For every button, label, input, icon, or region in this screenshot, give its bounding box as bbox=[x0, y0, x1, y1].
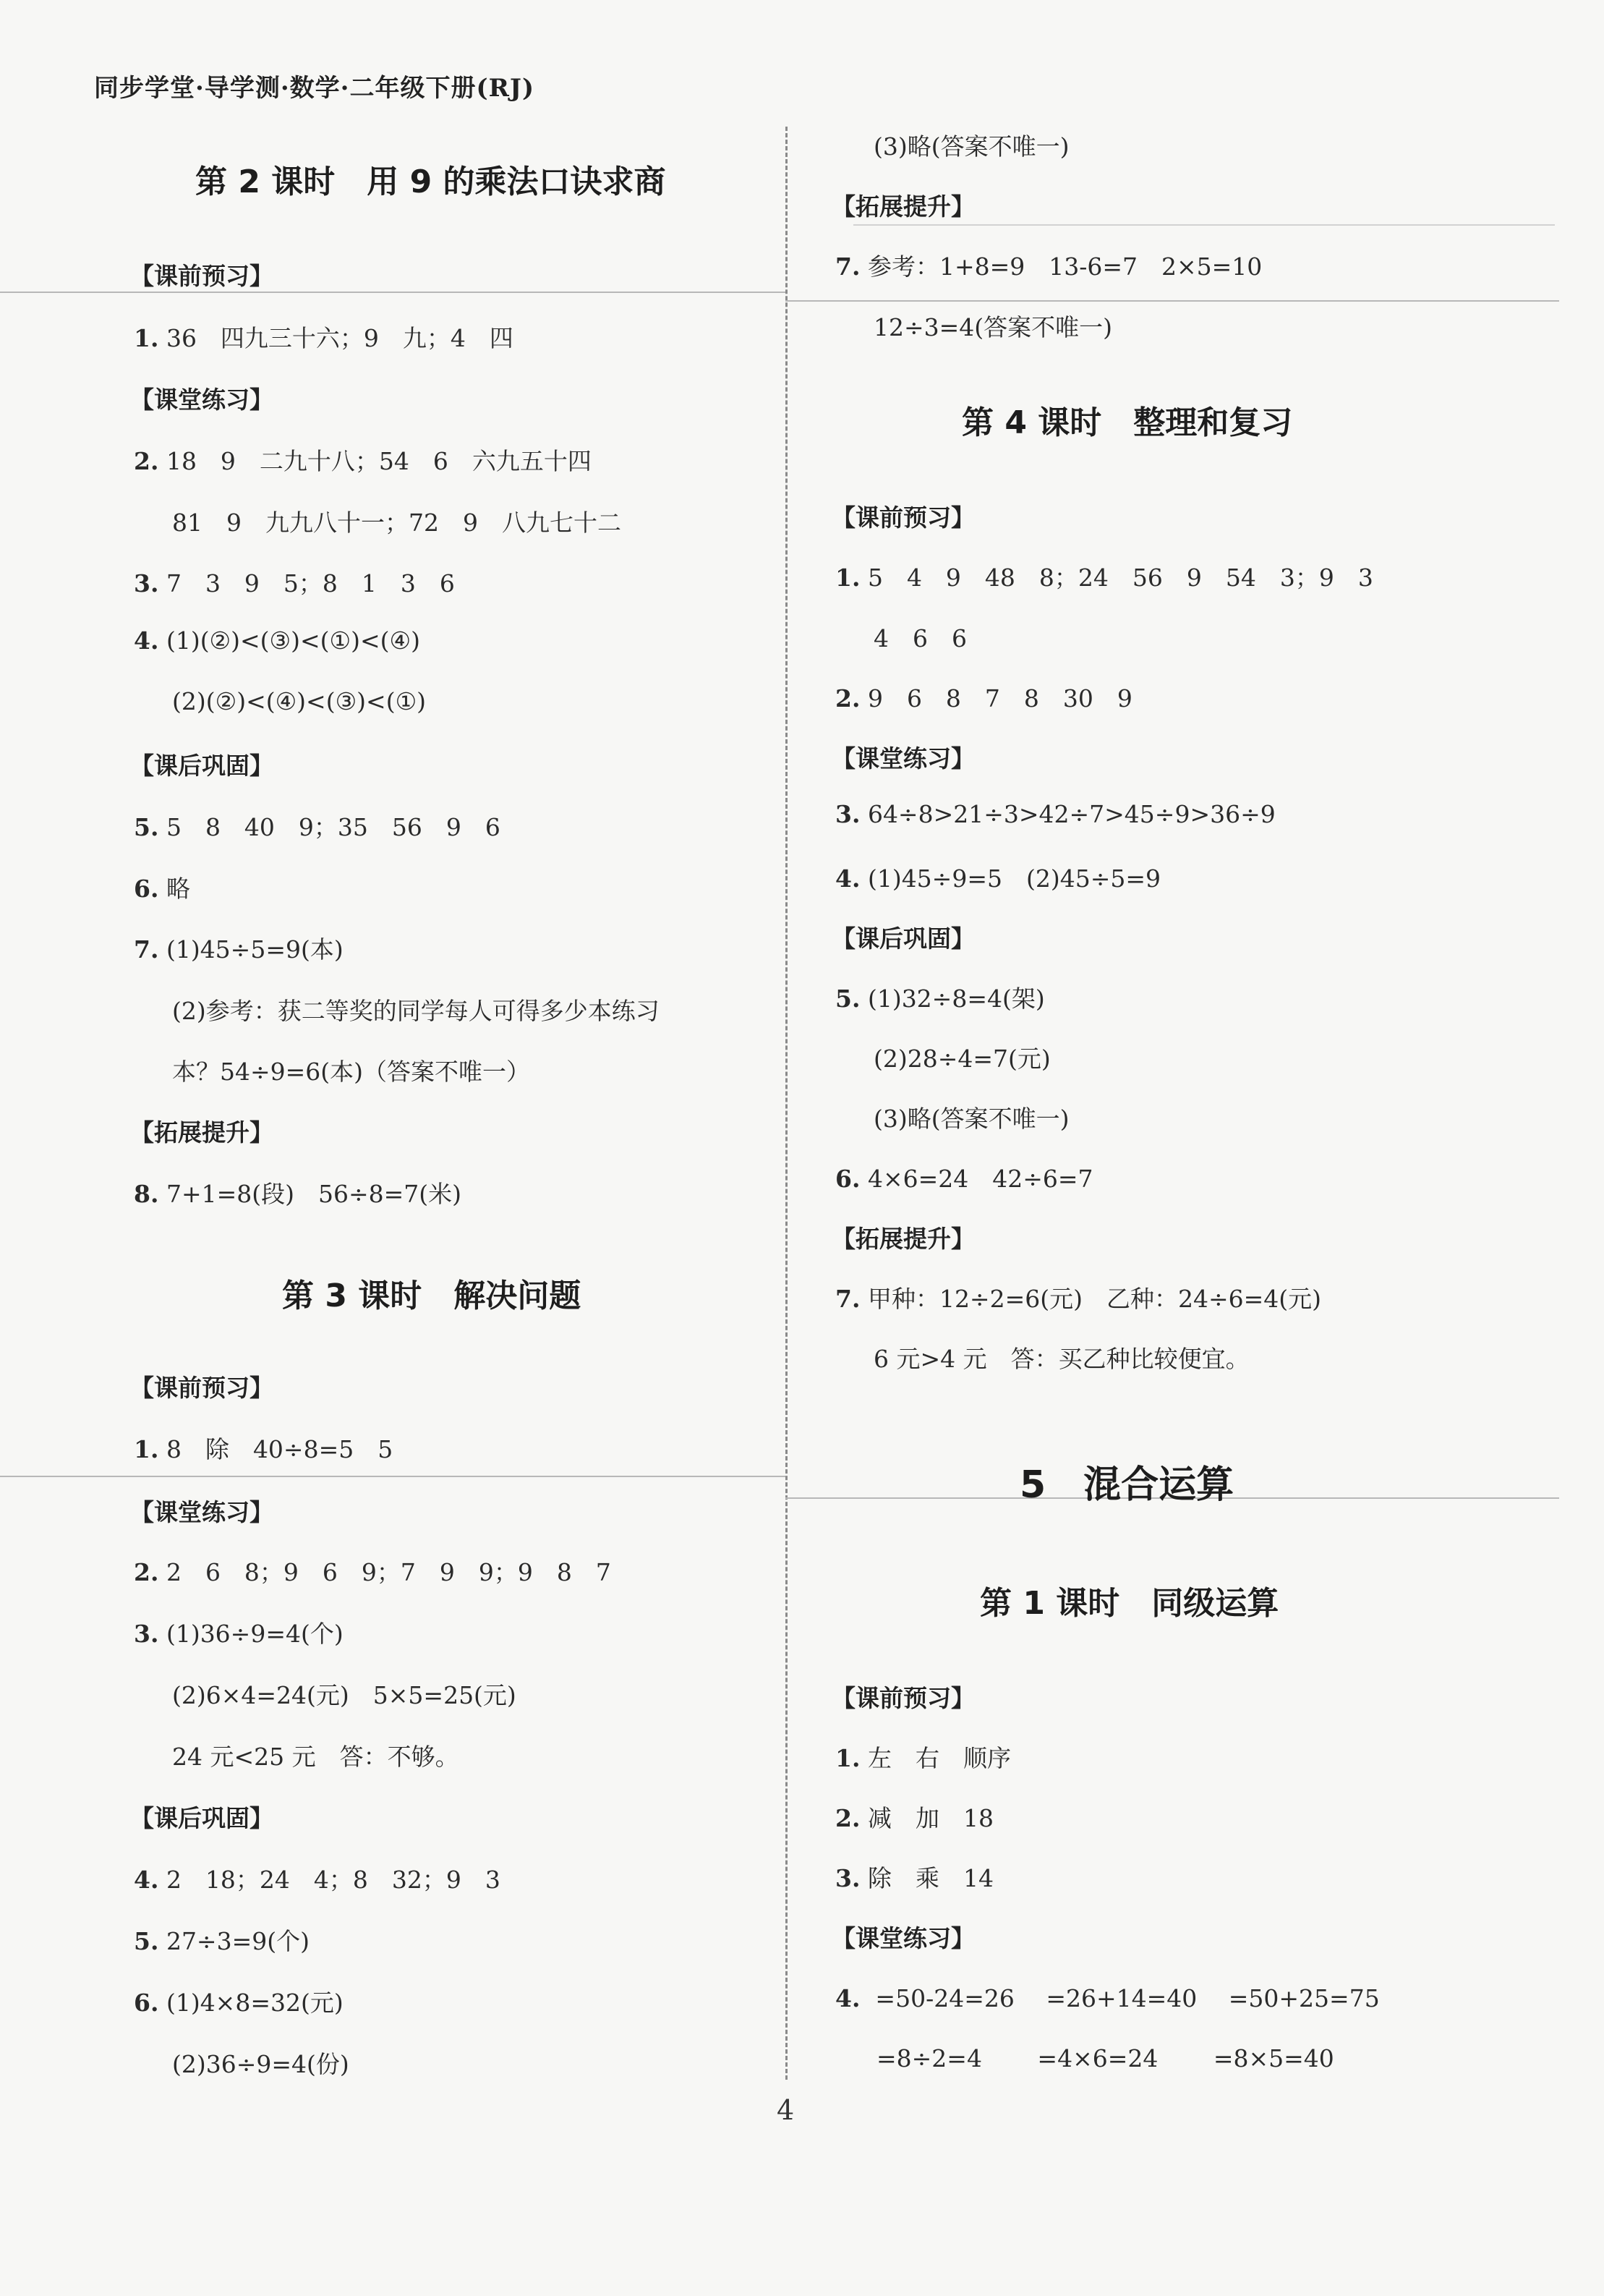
answer-line: (3)略(答案不唯一) bbox=[874, 132, 1070, 161]
scan-rule-right-1 bbox=[785, 300, 1559, 302]
answer-line: (3)略(答案不唯一) bbox=[874, 1105, 1070, 1133]
section-label: 【课前预习】 bbox=[832, 503, 975, 532]
answer-line: 24 元<25 元 答：不够。 bbox=[172, 1743, 459, 1771]
answer-line: (2)(②)<(④)<(③)<(①) bbox=[172, 687, 427, 715]
lesson-title: 第 4 课时 整理和复习 bbox=[962, 404, 1293, 441]
lesson-title: 第 3 课时 解决问题 bbox=[282, 1277, 581, 1314]
section-label: 【拓展提升】 bbox=[832, 1225, 975, 1253]
answer-line: 81 9 九九八十一；72 9 八九七十二 bbox=[172, 509, 621, 537]
answer-line: 4. =50-24=26 =26+14=40 =50+25=75 bbox=[835, 1984, 1380, 2012]
lesson-title: 第 2 课时 用 9 的乘法口诀求商 bbox=[195, 163, 666, 200]
answer-line: 3. 除 乘 14 bbox=[835, 1864, 994, 1892]
answer-line: 7. (1)45÷5=9(本) bbox=[134, 935, 344, 964]
answer-line: 5. (1)32÷8=4(架) bbox=[835, 985, 1045, 1013]
answer-line: =8÷2=4 =4×6=24 =8×5=40 bbox=[876, 2044, 1334, 2072]
answer-line: (2)参考：获二等奖的同学每人可得多少本练习 bbox=[172, 997, 660, 1025]
answer-line: 2. 2 6 8；9 6 9；7 9 9；9 8 7 bbox=[134, 1558, 611, 1586]
section-label: 【课堂练习】 bbox=[130, 1498, 273, 1526]
unit-title: 5 混合运算 bbox=[1020, 1463, 1234, 1507]
section-label: 【拓展提升】 bbox=[130, 1118, 273, 1147]
section-label: 【课后巩固】 bbox=[130, 752, 273, 780]
answer-line: 7. 参考：1+8=9 13-6=7 2×5=10 bbox=[835, 252, 1263, 281]
answer-line: 2. 减 加 18 bbox=[835, 1804, 994, 1832]
scan-rule-right-0 bbox=[853, 224, 1555, 226]
lesson-title: 第 1 课时 同级运算 bbox=[980, 1585, 1279, 1622]
section-label: 【课前预习】 bbox=[832, 1684, 975, 1712]
answer-line: (2)36÷9=4(份) bbox=[172, 2050, 349, 2078]
answer-line: 7. 甲种：12÷2=6(元) 乙种：24÷6=4(元) bbox=[835, 1285, 1322, 1313]
page-number: 4 bbox=[777, 2094, 795, 2126]
answer-line: 4 6 6 bbox=[874, 624, 967, 652]
answer-line: 6 元>4 元 答：买乙种比较便宜。 bbox=[874, 1345, 1250, 1373]
answer-line: 1. 36 四九三十六；9 九；4 四 bbox=[134, 324, 513, 352]
section-label: 【课堂练习】 bbox=[832, 1924, 975, 1952]
column-divider bbox=[785, 127, 788, 2080]
answer-line: (2)6×4=24(元) 5×5=25(元) bbox=[172, 1681, 516, 1709]
answer-line: (2)28÷4=7(元) bbox=[874, 1045, 1051, 1073]
section-label: 【拓展提升】 bbox=[832, 192, 975, 221]
answer-line: 8. 7+1=8(段) 56÷8=7(米) bbox=[134, 1180, 462, 1208]
answer-line: 本？54÷9=6(本)（答案不唯一） bbox=[172, 1058, 531, 1086]
answer-line: 3. (1)36÷9=4(个) bbox=[134, 1620, 344, 1648]
answer-line: 4. 2 18；24 4；8 32；9 3 bbox=[134, 1866, 500, 1894]
answer-line: 5. 27÷3=9(个) bbox=[134, 1927, 310, 1955]
answer-line: 2. 9 6 8 7 8 30 9 bbox=[835, 684, 1132, 713]
answer-line: 1. 5 4 9 48 8；24 56 9 54 3；9 3 bbox=[835, 564, 1373, 592]
section-label: 【课后巩固】 bbox=[832, 924, 975, 953]
section-label: 【课堂练习】 bbox=[832, 744, 975, 773]
section-label: 【课前预习】 bbox=[130, 1374, 273, 1402]
answer-line: 6. 4×6=24 42÷6=7 bbox=[835, 1165, 1093, 1193]
running-header: 同步学堂·导学测·数学·二年级下册(RJ) bbox=[94, 74, 535, 103]
section-label: 【课前预习】 bbox=[130, 262, 273, 290]
answer-line: 6. 略 bbox=[134, 875, 190, 903]
answer-line: 1. 8 除 40÷8=5 5 bbox=[134, 1435, 393, 1463]
answer-line: 3. 7 3 9 5；8 1 3 6 bbox=[134, 569, 455, 598]
answer-line: 1. 左 右 顺序 bbox=[835, 1744, 1011, 1772]
answer-line: 3. 64÷8>21÷3>42÷7>45÷9>36÷9 bbox=[835, 800, 1276, 828]
scan-rule-left-2 bbox=[0, 1476, 785, 1477]
section-label: 【课后巩固】 bbox=[130, 1804, 273, 1832]
section-label: 【课堂练习】 bbox=[130, 386, 273, 414]
scan-rule-left-1 bbox=[0, 292, 785, 293]
answer-line: 2. 18 9 二九十八；54 6 六九五十四 bbox=[134, 447, 592, 475]
answer-line: 4. (1)(②)<(③)<(①)<(④) bbox=[134, 626, 420, 655]
answer-line: 12÷3=4(答案不唯一) bbox=[874, 313, 1113, 341]
answer-line: 5. 5 8 40 9；35 56 9 6 bbox=[134, 813, 500, 841]
answer-line: 4. (1)45÷9=5 (2)45÷5=9 bbox=[835, 864, 1161, 893]
answer-line: 6. (1)4×8=32(元) bbox=[134, 1989, 344, 2017]
